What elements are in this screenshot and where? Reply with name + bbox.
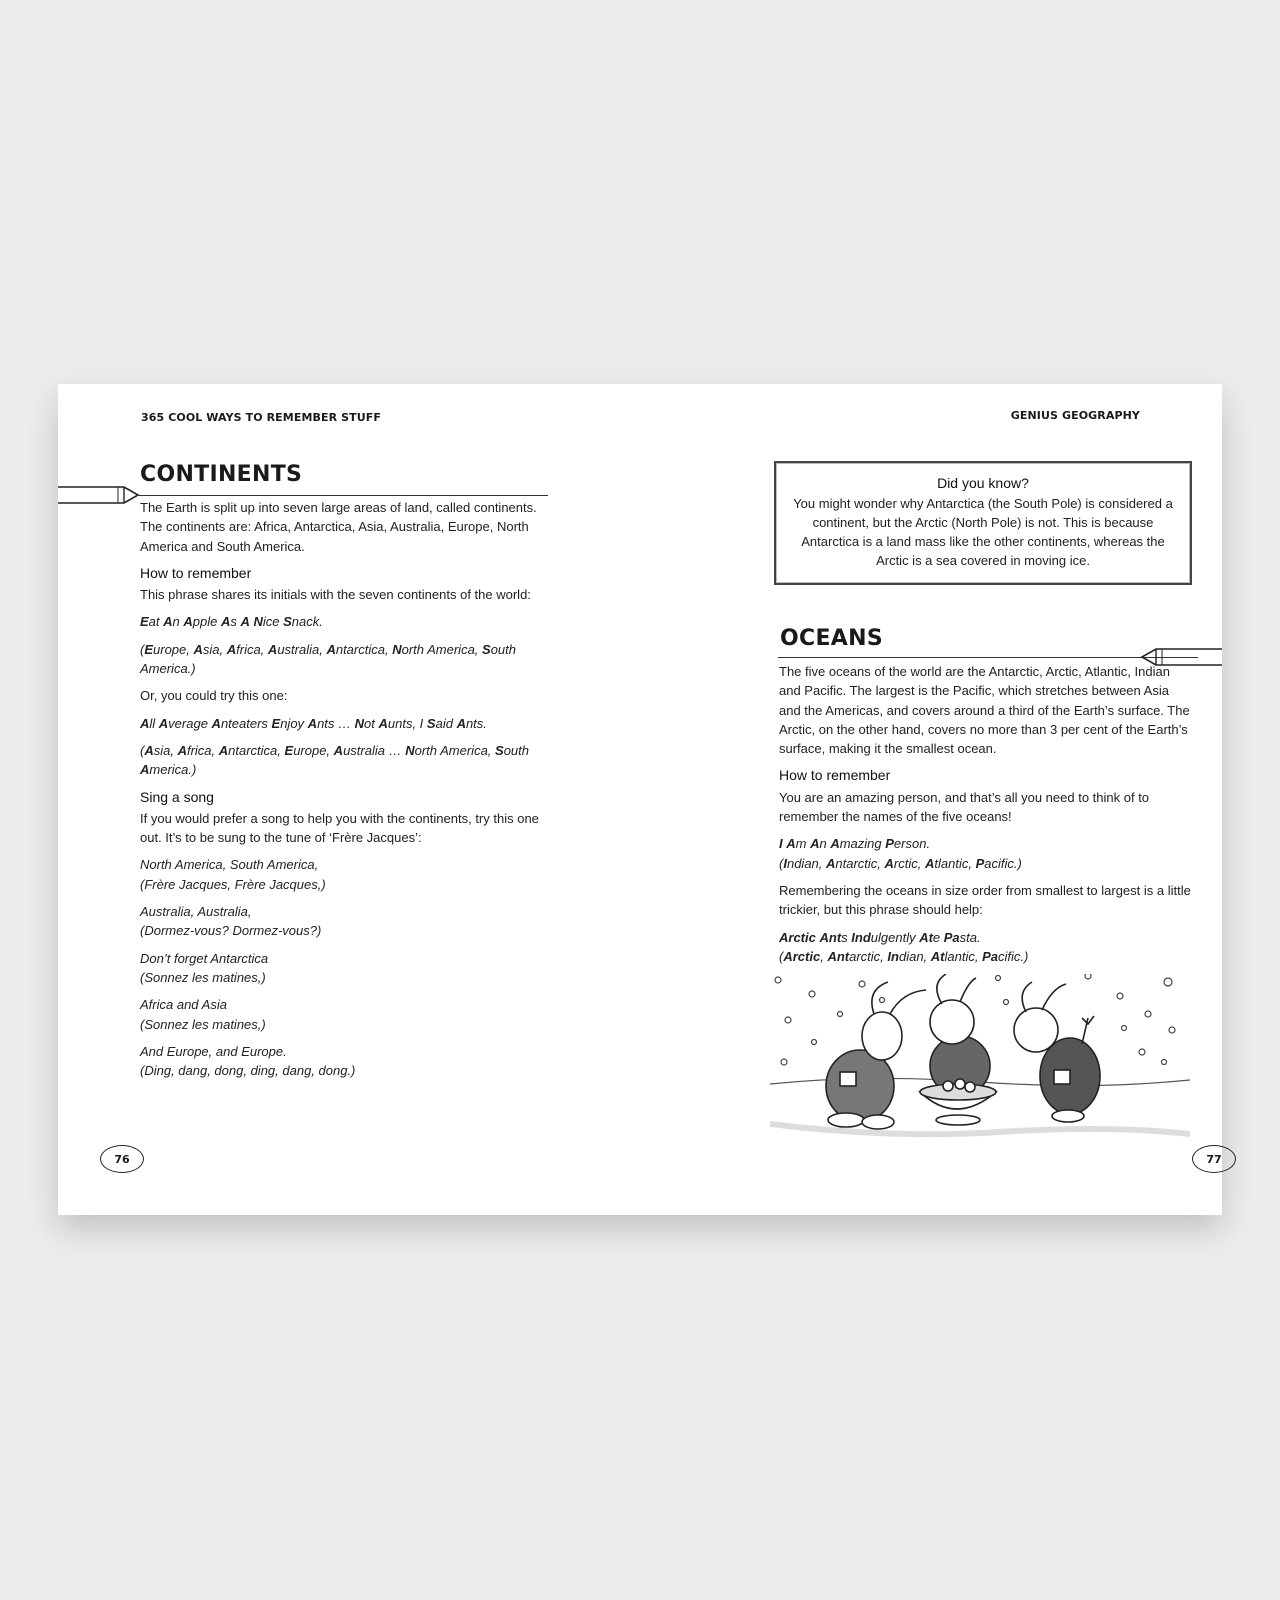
song-verse bbox=[140, 949, 560, 988]
mnemonic-initial: A bbox=[267, 641, 278, 657]
mnemonic-initial: Arctic bbox=[783, 948, 821, 964]
song-tune-line: (Dormez-vous? Dormez-vous?) bbox=[140, 923, 322, 939]
three-ants-in-snow-illustration bbox=[770, 974, 1190, 1154]
song-line: And Europe, and Europe. bbox=[140, 1043, 287, 1059]
running-head: GENIUS GEOGRAPHY bbox=[1010, 409, 1140, 422]
how-text: You are an amazing person, and that’s all you need to think of to remember the names of the five oceans! bbox=[779, 789, 1150, 825]
mnemonic-initial: A bbox=[140, 762, 150, 778]
mnemonic-initial: I bbox=[779, 836, 783, 852]
mnemonic-initial: Ant bbox=[827, 948, 850, 964]
mnemonic-initial: A bbox=[924, 855, 935, 871]
mnemonic-initial: A bbox=[456, 715, 466, 731]
mnemonic-initial: E bbox=[144, 641, 154, 657]
did-you-know-box bbox=[774, 461, 1192, 585]
intro-paragraph: The five oceans of the world are the Antarctic, Arctic, Atlantic, Indian and Pacific. The largest is the Pacific, which stretches between Asia and the Americas, and covers around a third of the Earth’s surface. The Arctic, on the other hand, covers no more than 3 per cent of the Earth’s surface, making it the smallest ocean. bbox=[779, 664, 1190, 757]
mnemonic-initial: N bbox=[405, 742, 415, 758]
song-intro: If you would prefer a song to help you with the continents, try this one out. It’s to be sung to the tune of ‘Frère Jacques’: bbox=[140, 810, 539, 846]
mnemonic-initial: E bbox=[284, 742, 294, 758]
mnemonic-initial: A bbox=[218, 742, 229, 758]
mnemonic-oceans-1: I Am An Amazing Person. bbox=[779, 836, 931, 852]
mnemonic-initial: Ind bbox=[851, 929, 871, 945]
mnemonic-initial: N bbox=[392, 641, 402, 657]
continents-column bbox=[140, 498, 560, 1088]
song-tune-line: (Sonnez les matines,) bbox=[140, 1016, 266, 1032]
pencil-icon bbox=[58, 484, 140, 508]
mnemonic-continents-1: Eat An Apple As A Nice Snack. bbox=[140, 614, 323, 630]
page-number: 77 bbox=[1192, 1145, 1236, 1173]
mnemonic-initial: I bbox=[783, 855, 787, 871]
song-lyrics bbox=[140, 855, 560, 1080]
mnemonic-continents-2-key: (Asia, Africa, Antarctica, Europe, Australia … North America, South America.) bbox=[140, 742, 530, 778]
running-head: 365 COOL WAYS TO REMEMBER STUFF bbox=[141, 411, 381, 424]
left-page bbox=[58, 384, 640, 1215]
mnemonic-initial: A bbox=[158, 715, 169, 731]
oceans-column bbox=[779, 662, 1191, 966]
alt-text: Or, you could try this one: bbox=[140, 688, 288, 704]
size-order-text: Remembering the oceans in size order from smallest to largest is a little trickier, but this phrase should help: bbox=[779, 882, 1191, 918]
song-line: Africa and Asia bbox=[140, 997, 227, 1013]
mnemonic-initial: At bbox=[919, 929, 933, 945]
page-title: CONTINENTS bbox=[140, 462, 303, 487]
title-rule bbox=[778, 657, 1198, 658]
mnemonic-initial: A bbox=[144, 742, 154, 758]
mnemonic-initial: A bbox=[163, 614, 173, 630]
mnemonic-initial: A bbox=[307, 715, 318, 731]
mnemonic-continents-2: All Average Anteaters Enjoy Ants … Not Aunts, I Said Ants. bbox=[140, 715, 487, 731]
title-rule bbox=[136, 495, 548, 496]
mnemonic-initial: A bbox=[220, 614, 231, 630]
mnemonic-initial: P bbox=[885, 836, 894, 852]
mnemonic-oceans-2-key: (Arctic, Antarctic, Indian, Atlantic, Pacific.) bbox=[779, 948, 1029, 964]
did-you-know-title: Did you know? bbox=[937, 475, 1029, 491]
song-verse bbox=[140, 902, 560, 941]
mnemonic-initial: At bbox=[930, 948, 945, 964]
mnemonic-oceans-2: Arctic Ants Indulgently Ate Pasta. bbox=[779, 929, 981, 945]
mnemonic-initial: N bbox=[354, 715, 365, 731]
mnemonic-initial: A bbox=[240, 614, 250, 630]
mnemonic-initial: Pa bbox=[943, 929, 960, 945]
mnemonic-initial: A bbox=[177, 742, 187, 758]
mnemonic-initial: A bbox=[326, 641, 336, 657]
mnemonic-initial: A bbox=[226, 641, 237, 657]
song-verse bbox=[140, 855, 560, 894]
how-to-remember-heading: How to remember bbox=[779, 767, 891, 784]
mnemonic-oceans-1-key: (Indian, Antarctic, Arctic, Atlantic, Pacific.) bbox=[779, 855, 1022, 871]
song-verse bbox=[140, 1042, 560, 1081]
mnemonic-initial: S bbox=[482, 641, 491, 657]
mnemonic-initial: S bbox=[426, 715, 436, 731]
mnemonic-initial: A bbox=[830, 836, 840, 852]
mnemonic-initial: A bbox=[193, 641, 203, 657]
mnemonic-initial: Pa bbox=[982, 948, 998, 964]
song-tune-line: (Ding, dang, dong, ding, dang, dong.) bbox=[140, 1063, 356, 1079]
song-line: North America, South America, bbox=[140, 857, 319, 873]
mnemonic-initial: P bbox=[975, 855, 985, 871]
mnemonic-initial: In bbox=[887, 948, 899, 964]
mnemonic-initial: S bbox=[495, 742, 504, 758]
mnemonic-initial: N bbox=[253, 614, 263, 630]
song-tune-line: (Frère Jacques, Frère Jacques,) bbox=[140, 876, 326, 892]
song-tune-line: (Sonnez les matines,) bbox=[140, 969, 266, 985]
page-number: 76 bbox=[100, 1145, 144, 1173]
mnemonic-initial: A bbox=[378, 715, 388, 731]
mnemonic-initial: A bbox=[183, 614, 193, 630]
did-you-know-text: You might wonder why Antarctica (the South Pole) is considered a continent, but the Arctic (North Pole) is not. This is because Antarctica is a land mass like the other continents, whereas the Arctic is a sea covered in moving ice. bbox=[793, 496, 1173, 568]
mnemonic-initial: S bbox=[283, 614, 292, 630]
how-text: This phrase shares its initials with the seven continents of the world: bbox=[140, 587, 531, 603]
mnemonic-initial: Ant bbox=[819, 929, 842, 945]
mnemonic-continents-1-key: (Europe, Asia, Africa, Australia, Antarctica, North America, South America.) bbox=[140, 641, 517, 677]
right-page bbox=[640, 384, 1222, 1215]
how-to-remember-heading: How to remember bbox=[140, 564, 252, 581]
intro-paragraph: The Earth is split up into seven large areas of land, called continents. The continents are: Africa, Antarctica, Asia, Australia, Europe, North America and South America. bbox=[140, 500, 537, 554]
mnemonic-initial: E bbox=[140, 614, 149, 630]
mnemonic-initial: A bbox=[810, 836, 820, 852]
mnemonic-initial: A bbox=[333, 742, 344, 758]
song-line: Don’t forget Antarctica bbox=[140, 950, 269, 966]
mnemonic-initial: E bbox=[271, 715, 281, 731]
book-spread bbox=[58, 384, 1222, 1215]
mnemonic-initial: A bbox=[140, 715, 150, 731]
mnemonic-initial: A bbox=[786, 836, 796, 852]
song-verse bbox=[140, 995, 560, 1034]
mnemonic-initial: A bbox=[211, 715, 221, 731]
song-line: Australia, Australia, bbox=[140, 904, 252, 920]
mnemonic-initial: A bbox=[826, 855, 836, 871]
sing-a-song-heading: Sing a song bbox=[140, 788, 214, 805]
mnemonic-initial: A bbox=[884, 855, 894, 871]
page-title: OCEANS bbox=[780, 626, 883, 651]
mnemonic-initial: Arctic bbox=[779, 929, 816, 945]
